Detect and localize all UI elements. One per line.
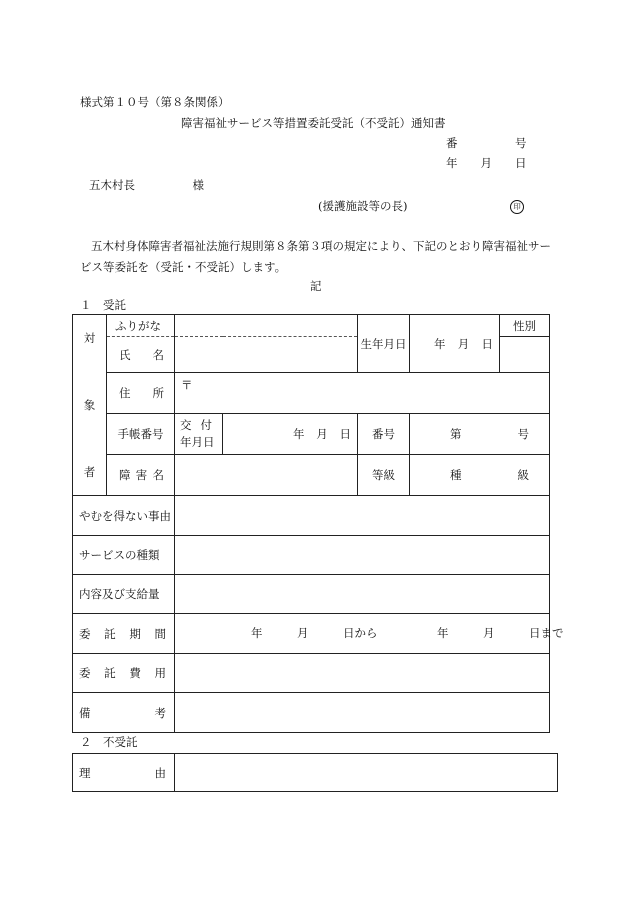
period-label-cell [73, 614, 175, 654]
period-from: 年 月 日から [251, 625, 378, 640]
section-accepted-title: １ 受託 [80, 298, 126, 312]
month-label: 月 [457, 336, 470, 351]
cost-char: 用 [154, 666, 166, 680]
disability-char: 名 [152, 468, 164, 482]
cost-char: 費 [129, 666, 141, 680]
period-char: 間 [154, 626, 166, 641]
birth-date-label: 生年月日 [358, 315, 410, 373]
name-label-cell [107, 337, 175, 373]
cost-label-cell [73, 654, 175, 693]
grade-label: 等級 [358, 455, 410, 496]
name-char: 名 [152, 347, 164, 362]
issue-date-label [175, 417, 222, 451]
unavoidable-reason-field[interactable] [175, 496, 550, 536]
issue-date-field[interactable] [223, 414, 358, 455]
issue-char: 付 [200, 418, 212, 432]
document-title: 障害福祉サービス等措置委託受託（不受託）通知書 [181, 116, 446, 130]
number-prefix: 第 [450, 427, 462, 441]
disability-char: 障 [119, 468, 131, 482]
period-char: 託 [104, 626, 116, 641]
content-amount-field[interactable] [175, 575, 550, 614]
disability-label-cell [107, 455, 175, 496]
birth-date-field[interactable] [410, 315, 500, 373]
seal-stamp: 印 [510, 200, 524, 214]
grade-level: 級 [517, 468, 529, 482]
subject-char: 者 [83, 465, 96, 479]
reason-char: 由 [154, 765, 166, 780]
disability-char: 害 [135, 468, 148, 482]
remarks-char: 考 [154, 705, 166, 720]
number-field[interactable] [410, 414, 550, 455]
grade-field[interactable] [410, 455, 550, 496]
issue-char: 交 [180, 418, 192, 432]
day-label: 日 [339, 427, 351, 441]
furigana-label: ふりがな [107, 315, 175, 337]
address-label-cell [107, 373, 175, 414]
content-amount-label: 内容及び支給量 [73, 575, 175, 614]
service-type-label: サービスの種類 [73, 536, 175, 575]
reason-char: 理 [79, 765, 91, 780]
section-declined-title: ２ 不受託 [80, 735, 138, 749]
period-char: 期 [129, 626, 141, 641]
gender-field[interactable] [500, 337, 550, 373]
cost-char: 託 [104, 666, 116, 680]
service-type-field[interactable] [175, 536, 550, 575]
period-field[interactable] [175, 614, 564, 654]
ki-heading: 記 [310, 279, 322, 293]
handbook-number-label: 手帳番号 [107, 414, 175, 455]
reason-label-cell [73, 754, 175, 792]
issue-date-label-cell [175, 414, 223, 455]
issue-sub: 年月日 [180, 435, 215, 449]
remarks-field[interactable] [175, 693, 550, 733]
number-suffix: 号 [517, 427, 529, 441]
year-label: 年 [434, 336, 446, 351]
remarks-char: 備 [79, 705, 91, 720]
subject-char: 対 [83, 331, 96, 345]
number-label: 番号 [358, 414, 410, 455]
unavoidable-reason-label: やむを得ない事由 [73, 496, 175, 536]
year-label: 年 [293, 427, 305, 441]
day-label: 日 [481, 336, 493, 351]
disability-name-field[interactable] [175, 455, 358, 496]
addressee: 五木村長 様 [89, 178, 204, 192]
grade-type: 種 [450, 468, 462, 482]
address-char: 住 [119, 386, 131, 400]
period-to: 年 月 日まで [437, 625, 564, 640]
declined-form-table [72, 753, 558, 792]
document-date-label: 年 月 日 [446, 156, 527, 170]
body-paragraph-text: 五木村身体障害者福祉法施行規則第８条第３項の規定により、下記のとおり障害福祉サービス等委託を（受託・不受託）します。 [80, 239, 551, 274]
accepted-form-table [72, 314, 564, 733]
subject-char: 象 [83, 398, 96, 412]
cost-char: 委 [79, 666, 91, 680]
address-char: 所 [152, 386, 164, 400]
document-number-label: 番 号 [446, 136, 527, 150]
name-char: 氏 [119, 347, 131, 362]
remarks-label-cell [73, 693, 175, 733]
subject-label-cell [73, 315, 107, 496]
sender-title: (援護施設等の長) [318, 199, 408, 213]
postal-mark: 〒 [181, 378, 193, 392]
period-char: 委 [79, 626, 91, 641]
gender-label: 性別 [500, 315, 550, 337]
subject-label [73, 330, 106, 480]
name-field[interactable] [175, 337, 358, 373]
month-label: 月 [316, 427, 328, 441]
seal-mark [510, 200, 524, 214]
body-paragraph [80, 236, 558, 278]
furigana-field[interactable] [175, 315, 358, 337]
reason-field[interactable] [175, 754, 558, 792]
form-number: 様式第１０号（第８条関係） [80, 95, 230, 109]
address-field[interactable] [175, 373, 550, 414]
cost-field[interactable] [175, 654, 550, 693]
